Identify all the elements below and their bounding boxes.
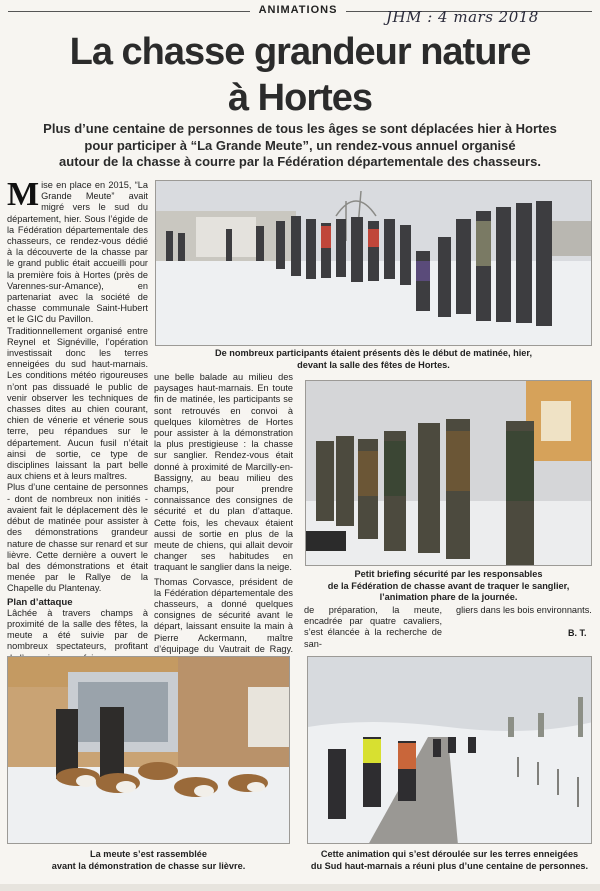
section-label: ANIMATIONS xyxy=(250,4,346,16)
article-paragraph: Mise en place en 2015, “La Grande Meute” avait migré vers le sud du département, hier. Sous l’égide de la Fédération départementale des chasseurs, ce rendez-vous dédié à la découverte de la chasse par le grand public était accueilli pour la première fois à Hortes (près de Varennes-sur-Amance), en partenariat avec la société de chasse communale Saint-Hubert et le GIC du Pavillon. xyxy=(7,176,148,325)
caption-line: De nombreux participants étaient présents dès le début de matinée, hier, xyxy=(214,348,533,358)
photo-safety-briefing xyxy=(305,380,592,566)
article-paragraph: gliers dans les bois environnants. xyxy=(456,605,592,615)
caption-line: La meute s’est rassemblée xyxy=(90,849,207,859)
photo-crowd-village-hall xyxy=(155,180,592,346)
drop-cap: M xyxy=(7,176,40,213)
article-paragraph: Lâchée à travers champs à proximité de la salle des fêtes, la meute a été suivie par de nombreux spectateurs, profitant xyxy=(7,607,148,652)
article-column-3 xyxy=(304,605,442,650)
article-paragraph: de préparation, la meute, encadrée par quatre cavaliers, s’est élancée à la recherche de san- xyxy=(304,605,442,649)
photo-caption-walk xyxy=(307,849,592,872)
photo-caption-briefing xyxy=(305,569,592,604)
byline: B. T. xyxy=(568,628,587,638)
photo-briefing-graphic xyxy=(306,381,592,566)
article-column-2 xyxy=(154,372,293,666)
headline-line-2: à Hortes xyxy=(227,77,373,119)
photo-caption-hounds xyxy=(7,849,290,872)
photo-pack-of-hounds xyxy=(7,656,290,844)
article-paragraph: Thomas Corvasce, président de la Fédération départementale des chasseurs, a donné quelques consignes de sécurité avant le départ, laissant ensuite la main à Pierre Ackermann, maître d’équipage du Vautrait de Ragy. xyxy=(154,576,293,654)
article-column-4 xyxy=(456,605,592,616)
handwritten-date-note: JHM : 4 mars 2018 xyxy=(386,8,539,26)
caption-line: Petit briefing sécurité par les responsables xyxy=(354,569,543,579)
caption-line: de la Fédération de chasse avant de traquer le sanglier, xyxy=(327,580,570,591)
photo-snowy-field-walk xyxy=(307,656,592,844)
caption-line: Cette animation qui s’est déroulée sur les terres enneigées xyxy=(320,849,579,859)
caption-line: du Sud haut-marnais a réuni plus d’une centaine de personnes. xyxy=(310,860,589,871)
article-paragraph: Plus d’une centaine de personnes - dont de nombreux non initiés - avaient fait le déplacement dès le début de matinée pour assister à des démonstrations grandeur nature de chasse sur renard et sur lièvre. Cette dernière a ouvert le bal des démonstrations et était menée par le Rallye de la Chapelle du Plantenay. xyxy=(7,482,148,594)
photo-crowd-graphic xyxy=(156,181,592,346)
lede-line-1: Plus d’une centaine de personnes de tous les âges se sont déplacées hier à Hortes xyxy=(43,121,557,136)
article-column-1 xyxy=(7,176,148,664)
page-bottom-edge xyxy=(0,884,600,891)
article-paragraph: une belle balade au milieu des paysages haut-marnais. En toute fin de matinée, les participants se sont retrouvés en convoi à quelques kilomètres de Hortes pour assister à la démonstration la plus prestigieuse : la chasse sur sanglier. Rendez-vous était donné à proximité de Marcilly-en-Bassigny, au beau milieu des champs, pour prendre connaissance des consignes de sécurité et du plan d’attaque. Cette fois, les chevaux étaient aussi de sortie en plus de la meute de chiens, qui allait devoir changer ses habitudes en traquant le sanglier dans la neige. xyxy=(154,372,293,573)
lede xyxy=(8,121,592,171)
photo-caption-crowd xyxy=(155,348,592,371)
caption-line: avant la démonstration de chasse sur lièvre. xyxy=(51,860,246,871)
lede-line-3: autour de la chasse à courre par la Fédération départementale des chasseurs. xyxy=(59,154,541,169)
headline-line-1: La chasse grandeur nature xyxy=(69,31,531,73)
photo-walk-graphic xyxy=(308,657,592,844)
article-paragraph: Traditionnellement organisé entre Reynel et Signéville, l’opération investissait donc les terres enneigées du sud haut-marnais. Les conditions météo rigoureuses n’ont pas dissuadé le public de venir observer les techniques de chasses dites au chien courant, chien de vénerie et vénerie sous terre, peu répandues sur le département. Aucun fusil n’était ainsi de sortie, ce type de disciplines laissant la part belle aux chiens et à leurs maîtres. xyxy=(7,325,148,482)
caption-line: l’animation phare de la journée. xyxy=(379,592,518,602)
article-subhead: Plan d’attaque xyxy=(7,596,73,608)
photo-hounds-graphic xyxy=(8,657,290,844)
caption-line: devant la salle des fêtes de Hortes. xyxy=(297,359,450,370)
lede-line-2: pour participer à “La Grande Meute”, un rendez-vous annuel organisé xyxy=(84,137,516,153)
